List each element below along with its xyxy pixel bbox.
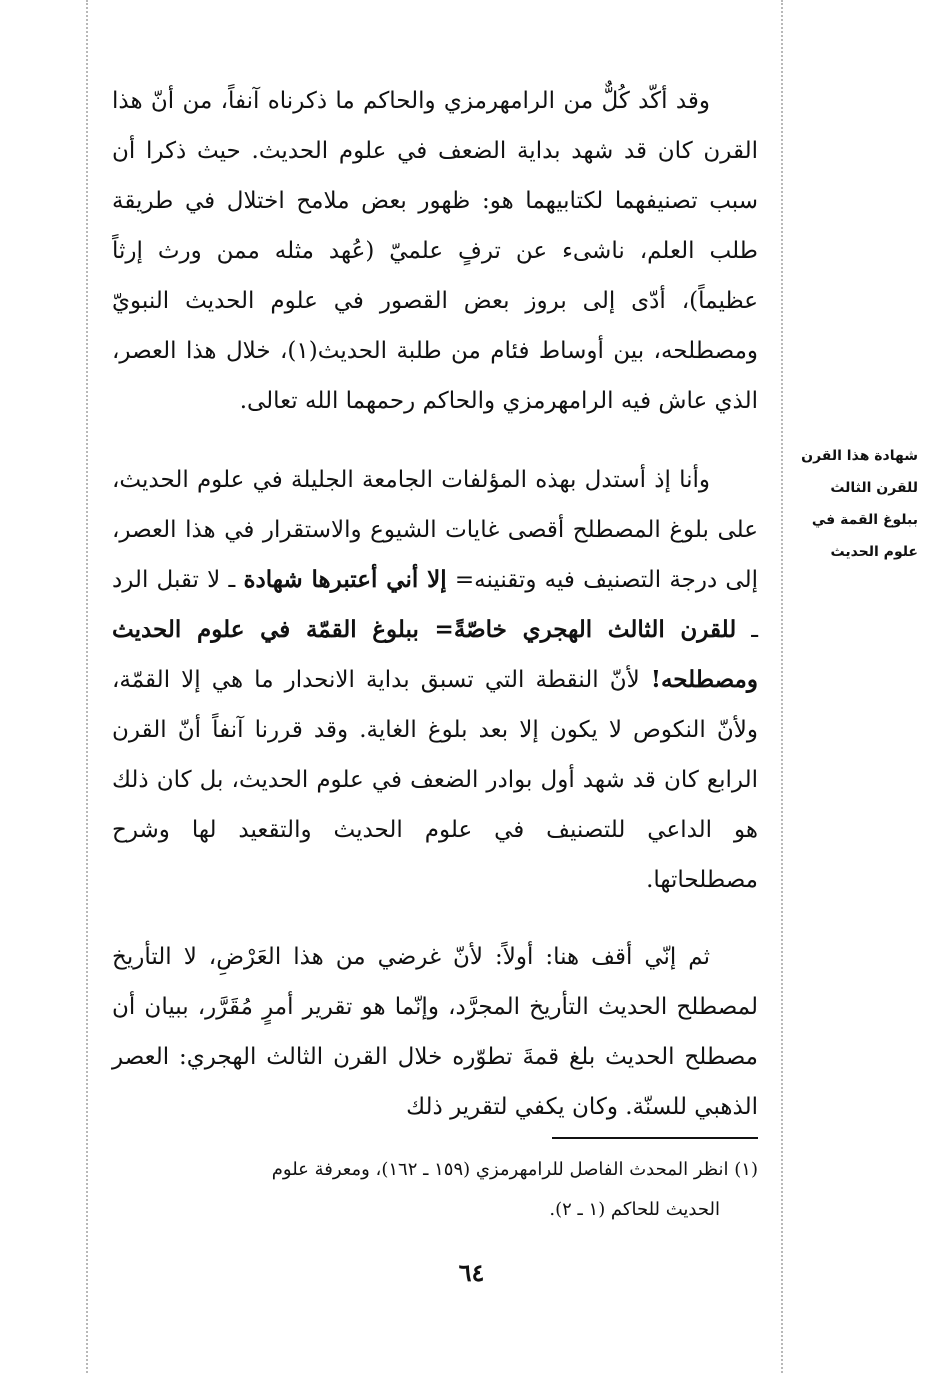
paragraph-3-text: ثم إنّي أقف هنا: أولاً: لأنّ غرضي من هذا العَرْضِ، لا التأريخ لمصطلح الحديث التأريخ المجرَّد، وإنّما هو تقرير أمرٍ مُقَرَّر، ببيان أن مصطلح الحديث بلغ قمةَ تطوّره خلال القرن الثالث الهجري: العصر الذهبي للسنّة. وكان يكفي لتقرير ذلك (112, 944, 758, 1120)
paragraph-3 (112, 932, 758, 1132)
paragraph-2-part-3: لأنّ النقطة التي تسبق بداية الانحدار ما هي إلا القمّة، ولأنّ النكوص لا يكون إلا بعد بلوغ الغاية. وقد قررنا آنفاً أنّ القرن الرابع كان قد شهد أول بوادر الضعف في علوم الحديث، بل كان ذلك هو الداعي للتصنيف في علوم الحديث والتقعيد لها وشرح مصطلحاتها. (112, 667, 758, 893)
footnote-line-2: الحديث للحاكم (١ ـ ٢). (549, 1199, 720, 1220)
paragraph-1 (112, 76, 758, 426)
paragraph-1-text: وقد أكّد كُلٌّ من الرامهرمزي والحاكم ما ذكرناه آنفاً، من أنّ هذا القرن كان قد شهد بداية الضعف في علوم الحديث. حيث ذكرا أن سبب تصنيفهما لكتابيهما هو: ظهور بعض ملامح اختلال في طريقة طلب العلم، ناشىء عن ترفٍ علميّ (عُهد مثله ممن ورث إرثاً عظيماً)، أدّى إلى بروز بعض القصور في علوم الحديث النبويّ ومصطلحه، بين أوساط فئام من طلبة الحديث(١)، خلال هذا العصر، الذي عاش فيه الرامهرمزي والحاكم رحمهما الله تعالى. (112, 88, 758, 414)
margin-heading-line-1: شهادة هذا القرن (801, 448, 918, 464)
paragraph-2 (112, 455, 758, 905)
footnote (112, 1150, 758, 1230)
paragraph-2-bold-1: إلا أني أعتبرها شهادة (243, 566, 447, 593)
paragraph-2-part-2: ـ لا تقبل الرد ـ (112, 567, 758, 643)
footnote-line-1: (١) انظر المحدث الفاصل للرامهرمزي (١٥٩ ـ ١٦٢)، ومعرفة علوم (271, 1159, 758, 1180)
left-binding-dots (86, 0, 88, 1373)
right-binding-dots (781, 0, 783, 1373)
page-number: ٦٤ (458, 1258, 485, 1287)
margin-heading-line-2: للقرن الثالث (830, 480, 918, 496)
margin-heading-line-3: ببلوغ القمة في (811, 512, 918, 528)
paragraph-2-part-1: وأنا إذ أستدل بهذه المؤلفات الجامعة الجليلة في علوم الحديث، على بلوغ المصطلح أقصى غايات الشيوع والاستقرار في هذا العصر، إلى درجة التصنيف فيه وتقنينه= (112, 467, 759, 593)
footnote-separator (552, 1137, 758, 1139)
margin-heading (790, 440, 918, 568)
margin-heading-line-4: علوم الحديث (830, 544, 918, 560)
paragraph-2-bold-2: للقرن الثالث الهجري خاصّةً= ببلوغ القمّة في علوم الحديث ومصطلحه! (112, 616, 758, 693)
